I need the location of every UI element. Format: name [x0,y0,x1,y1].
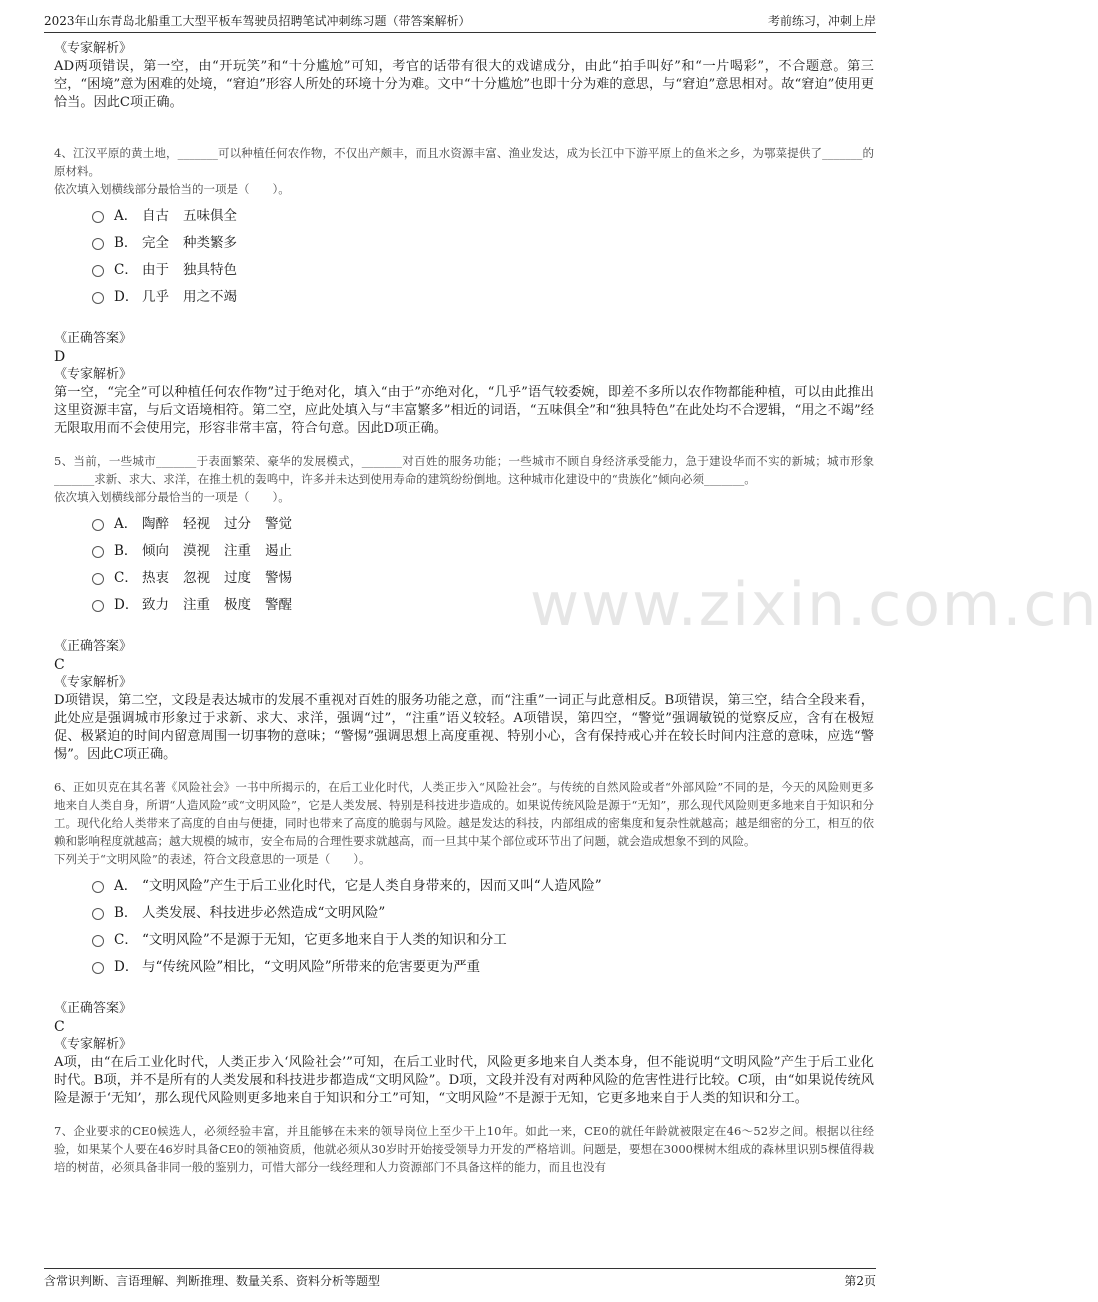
question-text: 5、当前，一些城市_______于表面繁荣、豪华的发展模式，_______对百姓的服务功能；一些城市不顾自身经济承受能力，急于建设华而不实的新城；城市形象_______求新、求大、求洋，在推土机的轰鸣中，许多并未达到使用寿命的建筑纷纷倒地。这种城市化建设中的“贵族化”倾向必须_______。 [54,454,874,486]
question-block [54,452,874,764]
question-prompt: 依次填入划横线部分最恰当的一项是（ ）。 [54,490,290,504]
option-word: 过分 [224,515,251,532]
option-word: 完全 [142,234,169,251]
option-b[interactable] [92,535,874,562]
option-letter: B． [114,234,138,251]
correct-answer-label: 《正确答案》 [54,639,133,654]
question-text: 4、江汉平原的黄土地，_______可以种植任何农作物，不仅出产颇丰，而且水资源丰富、渔业发达，成为长江中下游平原上的鱼米之乡，为鄂菜提供了_______的原材料。 [54,146,874,178]
document-title: 2023年山东青岛北船重工大型平板车驾驶员招聘笔试冲刺练习题（带答案解析） [44,14,471,28]
option-a[interactable] [92,870,874,897]
expert-analysis-label: 《专家解析》 [54,41,133,56]
option-c[interactable] [92,254,874,281]
watermark: www.zixin.com.cn [530,570,1098,640]
page-header [44,10,876,33]
option-a[interactable] [92,200,874,227]
option-b[interactable] [92,897,874,924]
explanation-text: AD两项错误，第一空，由“开玩笑”和“十分尴尬”可知，考官的话带有很大的戏谑成分，由此“拍手叫好”和“一片喝彩”，不合题意。第三空，“困境”意为困难的处境，“窘迫”形容人所处的环境十分为难。文中“十分尴尬”也即十分为难的意思，与“窘迫”意思相对。故“窘迫”使用更恰当。因此C项正确。 [54,59,874,110]
option-list [92,870,874,978]
option-b[interactable] [92,227,874,254]
option-list [92,200,874,308]
question-text: 7、企业要求的CE0候选人，必须经验丰富，并且能够在未来的领导岗位上至少干上10年。如此一来，CE0的就任年龄就被限定在46～52岁之间。根据以往经验，如果某个人要在46岁时具备CE0的领袖资质，他就必须从30岁时开始接受领导力开发的严格培训。问题是，要想在3000棵树木组成的森林里识别5棵值得栽培的树苗，必须具备非同一般的鉴别力，可惜大部分一线经理和人力资源部门不具备这样的能力，而且也没有 [54,1124,874,1174]
option-word: 过度 [224,569,251,586]
radio-icon[interactable] [92,935,104,947]
radio-icon[interactable] [92,238,104,250]
option-word: 倾向 [142,542,169,559]
radio-icon[interactable] [92,265,104,277]
expert-analysis-label: 《专家解析》 [54,1037,133,1052]
option-d[interactable] [92,951,874,978]
option-word: “文明风险”不是源于无知，它更多地来自于人类的知识和分工 [142,931,507,948]
option-letter: C． [114,261,138,278]
option-letter: A． [114,877,138,894]
option-word: 自古 [142,207,169,224]
option-word: 轻视 [183,515,210,532]
option-word: 注重 [183,596,210,613]
question-prompt: 依次填入划横线部分最恰当的一项是（ ）。 [54,182,290,196]
option-c[interactable] [92,924,874,951]
option-word: 警惕 [265,569,292,586]
expert-analysis-label: 《专家解析》 [54,367,133,382]
option-d[interactable] [92,589,874,616]
radio-icon[interactable] [92,908,104,920]
correct-answer: D [54,349,66,365]
question-text: 6、正如贝克在其名著《风险社会》一书中所揭示的，在后工业化时代，人类正步入“风险社会”。与传统的自然风险或者“外部风险”不同的是，今天的风险则更多地来自人类自身，所谓“人造风险”或“文明风险”，它是人类发展、特别是科技进步造成的。如果说传统风险是源于“无知”，那么现代风险则更多地来自于知识和分工。现代化给人类带来了高度的自由与便捷，同时也带来了高度的脆弱与风险。越是发达的科技，内部组成的密集度和复杂性就越高；越是细密的分工，相互的依赖和影响程度就越高；越大规模的城市，安全布局的合理性要求就越高，而一旦其中某个部位或环节出了问题，就会造成想象不到的风险。 [54,780,874,848]
radio-icon[interactable] [92,211,104,223]
option-word: 人类发展、科技进步必然造成“文明风险” [142,904,386,921]
option-word: 种类繁多 [183,234,237,251]
option-a[interactable] [92,508,874,535]
footer-note: 含常识判断、言语理解、判断推理、数量关系、资料分析等题型 [44,1274,381,1288]
option-word: 由于 [142,261,169,278]
option-word: 警觉 [265,515,292,532]
question-block [54,144,874,438]
question-prompt: 下列关于“文明风险”的表述，符合文段意思的一项是（ ）。 [54,852,371,866]
page-number: 第2页 [844,1274,876,1288]
option-word: 陶醉 [142,515,169,532]
option-letter: D． [114,958,139,975]
option-word: 致力 [142,596,169,613]
page-content [54,40,874,1176]
option-word: “文明风险”产生于后工业化时代，它是人类自身带来的，因而又叫“人造风险” [142,877,602,894]
radio-icon[interactable] [92,546,104,558]
radio-icon[interactable] [92,600,104,612]
option-word: 漠视 [183,542,210,559]
option-letter: D． [114,596,139,613]
option-letter: A． [114,515,138,532]
option-word: 极度 [224,596,251,613]
correct-answer-label: 《正确答案》 [54,1001,133,1016]
option-d[interactable] [92,281,874,308]
radio-icon[interactable] [92,519,104,531]
expert-analysis-label: 《专家解析》 [54,675,133,690]
explanation-text: A项，由“在后工业化时代，人类正步入‘风险社会’”可知，在后工业时代，风险更多地来自人类本身，但不能说明“文明风险”产生于后工业化时代。B项，并不是所有的人类发展和科技进步都造成“文明风险”。D项，文段并没有对两种风险的危害性进行比较。C项，由“如果说传统风险是源于‘无知’，那么现代风险则更多地来自于知识和分工”可知，“文明风险”不是源于无知，它更多地来自于人类的知识和分工。 [54,1055,874,1106]
correct-answer: C [54,1019,65,1035]
radio-icon[interactable] [92,292,104,304]
option-word: 注重 [224,542,251,559]
page-footer [44,1268,876,1291]
radio-icon[interactable] [92,881,104,893]
option-letter: D． [114,288,139,305]
explanation-text: D项错误，第二空，文段是表达城市的发展不重视对百姓的服务功能之意，而“注重”一词正与此意相反。B项错误，第三空，结合全段来看，此处应是强调城市形象过于求新、求大、求洋，强调“过”，“注重”语义较轻。A项错误，第四空，“警觉”强调敏锐的觉察反应，含有在极短促、极紧迫的时间内留意周围一切事物的意味；“警惕”强调思想上高度重视、特别小心，含有保持戒心并在较长时间内注意的意味，应选“警惕”。因此C项正确。 [54,693,874,762]
option-letter: B． [114,542,138,559]
option-word: 用之不竭 [183,288,237,305]
option-c[interactable] [92,562,874,589]
question-block [54,1122,874,1176]
option-word: 独具特色 [183,261,237,278]
option-word: 忽视 [183,569,210,586]
option-word: 热衷 [142,569,169,586]
option-letter: A． [114,207,138,224]
option-list [92,508,874,616]
question-block [54,778,874,1108]
option-word: 警醒 [265,596,292,613]
option-word: 五味俱全 [183,207,237,224]
option-letter: B． [114,904,138,921]
option-word: 遏止 [265,542,292,559]
header-slogan: 考前练习，冲刺上岸 [767,14,876,28]
option-word: 几乎 [142,288,169,305]
correct-answer-label: 《正确答案》 [54,331,133,346]
radio-icon[interactable] [92,962,104,974]
option-letter: C． [114,569,138,586]
radio-icon[interactable] [92,573,104,585]
correct-answer: C [54,657,65,673]
option-word: 与“传统风险”相比，“文明风险”所带来的危害要更为严重 [142,958,481,975]
explanation-text: 第一空，“完全”可以种植任何农作物”过于绝对化，填入“由于”亦绝对化，“几乎”语气较委婉，即差不多所以农作物都能种植，可以由此推出这里资源丰富，与后文语境相符。第二空，应此处填入与“丰富繁多”相近的词语，“五味俱全”和“独具特色”在此处均不合逻辑，“用之不竭”经无限取用而不会使用完，形容非常丰富，符合句意。因此D项正确。 [54,385,874,436]
option-letter: C． [114,931,138,948]
